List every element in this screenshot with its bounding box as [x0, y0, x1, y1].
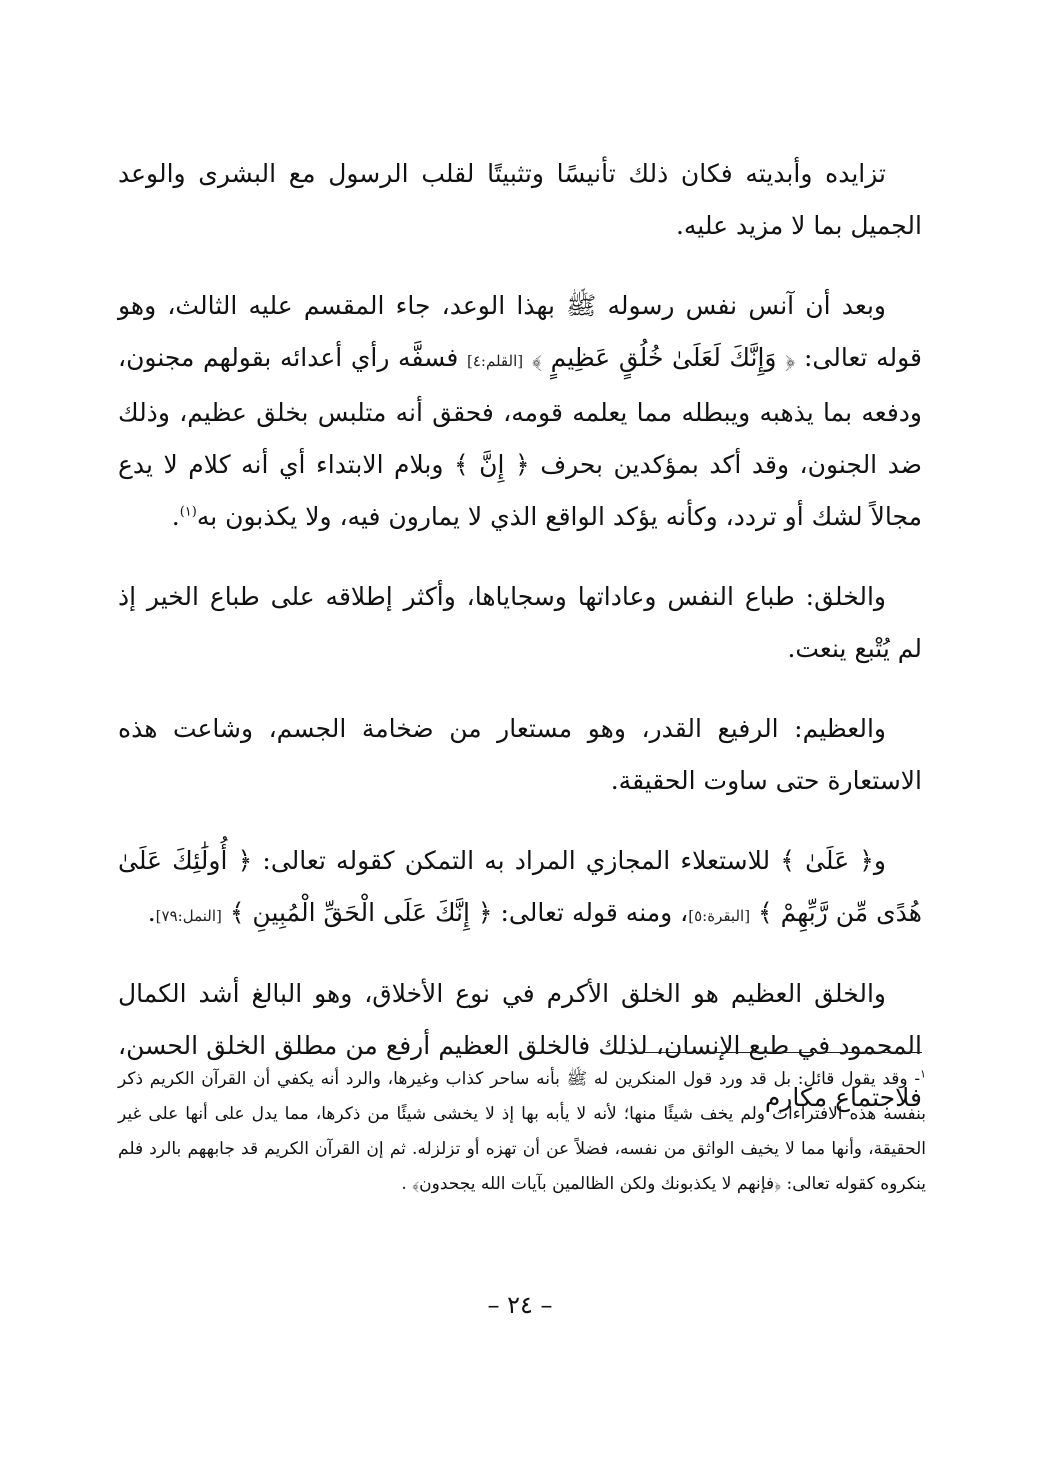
quran-verse-qalam: ﴿ وَإِنَّكَ لَعَلَىٰ خُلُقٍ عَظِيمٍ ﴾ [531, 343, 796, 372]
paragraph-5 [118, 835, 922, 942]
paragraph-2 [118, 280, 922, 543]
paragraph-5-text-c: ، ومنه قوله تعالى: [500, 898, 689, 927]
verse-reference-naml: [النمل:٧٩] [155, 907, 222, 925]
verse-reference-baqara: [البقرة:٥] [688, 907, 751, 925]
paragraph-4 [118, 703, 922, 807]
footnote-number: ١ [920, 1067, 926, 1081]
footnote [118, 1062, 926, 1202]
quran-word-inna: ﴿ إِنَّ ﴾ [454, 450, 530, 479]
paragraph-4-text: والعظيم: الرفيع القدر، وهو مستعار من ضخامة الجسم، وشاعت هذه الاستعارة حتى ساوت الحقيقة. [118, 714, 922, 795]
paragraph-5-text-a: و [873, 846, 886, 875]
footnote-marker[interactable]: (١) [179, 504, 197, 520]
paragraph-3 [118, 571, 922, 675]
quran-verse-naml: ﴿ إِنَّكَ عَلَى الْحَقِّ الْمُبِينِ ﴾ [229, 898, 493, 927]
paragraph-2-text-c: وبلام الابتداء أي أنه كلام لا يدع مجالاً لشك أو تردد، وكأنه يؤكد الواقع الذي لا يمارون فيه، ولا يكذبون به [118, 450, 922, 531]
paragraph-6-text: والخلق العظيم هو الخلق الأكرم في نوع الأخلاق، وهو البالغ أشد الكمال المحمود في طبع الإنسان، لذلك فالخلق العظيم أرفع من مطلق الخلق الحسن، فلاجتماع مكارم [118, 979, 922, 1112]
main-text [118, 148, 922, 1152]
paragraph-2-end: . [171, 502, 180, 531]
paragraph-1-text: تزايده وأبديته فكان ذلك تأنيسًا وتثبيتًا لقلب الرسول مع البشرى والوعد الجميل بما لا مزيد عليه. [118, 159, 922, 240]
verse-reference-qalam: [القلم:٤] [466, 352, 524, 370]
paragraph-3-text: والخلق: طباع النفس وعاداتها وسجاياها، وأكثر إطلاقه على طباع الخير إذ لم يُتْبع ينعت. [118, 582, 922, 663]
paragraph-1 [118, 148, 922, 252]
page-number: – ٢٤ – [487, 1291, 553, 1319]
paragraph-2-text-a: وبعد أن آنس نفس رسوله ﷺ بهذا الوعد، جاء المقسم عليه الثالث، وهو قوله تعالى: [118, 291, 923, 372]
footnote-divider [620, 1052, 922, 1053]
quran-verse-baqara: ﴿ أُولَٰئِكَ عَلَىٰ هُدًى مِّن رَّبِّهِمْ ﴾ [118, 846, 922, 927]
quran-word-ala: ﴿ عَلَىٰ ﴾ [780, 846, 874, 875]
paragraph-2-text-b: فسفَّه رأي أعدائه بقولهم مجنون، ودفعه بما يذهبه ويبطله مما يعلمه قومه، فحقق أنه متلبس بخلق عظيم، وذلك ضد الجنون، وقد أكد بمؤكدين بحرف [118, 343, 923, 479]
paragraph-5-end: . [147, 898, 156, 927]
paragraph-5-text-b: للاستعلاء المجازي المراد به التمكن كقوله تعالى: [262, 846, 771, 875]
footnote-text: - وقد يقول قائل: بل قد ورد قول المنكرين له ﷺ بأنه ساحر كذاب وغيرها، والرد أنه يكفي أن القرآن الكريم ذكر بنفسه هذه الافتراءات ولم يخف شيئًا منها؛ لأنه لا يأبه بها إذ لا يخشى شيئًا من ذكرها، مما يدل على أنها على غير الحقيقة، وأنها مما لا يخيف الواثق من نفسه، فضلاً عن أن تهزه أو تزلزله. ثم إن القرآن الكريم قد جابههم بالرد فلم ينكروه كقوله تعالى: ﴿فإنهم لا يكذبونك ولكن الظالمين بآيات الله يجحدون﴾ . [118, 1069, 926, 1194]
